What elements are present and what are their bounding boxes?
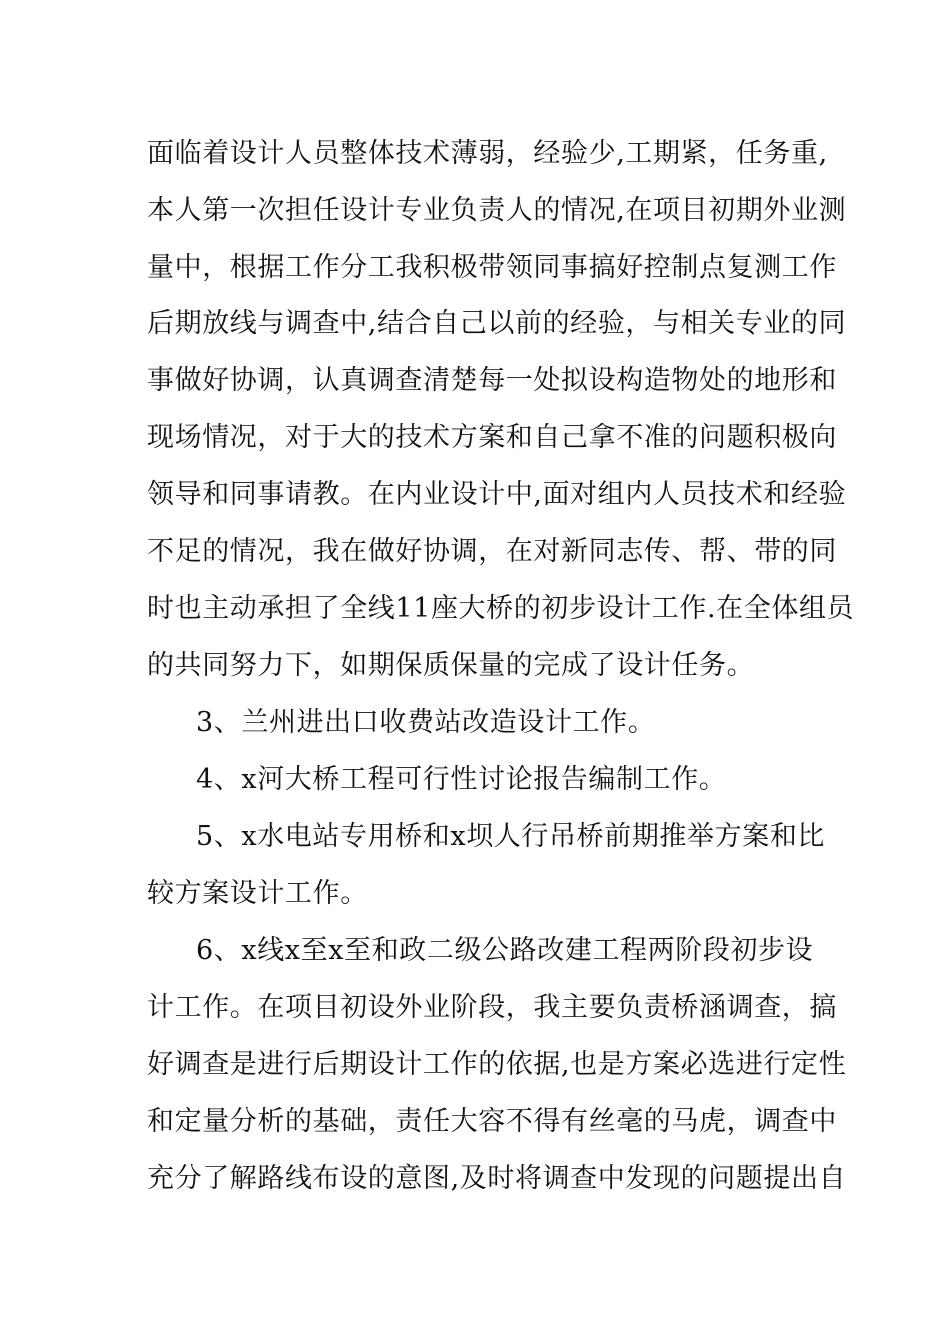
text-line: 本人第一次担任设计专业负责人的情况,在项目初期外业测 bbox=[147, 195, 847, 226]
text-line: 的共同努力下，如期保质保量的完成了设计任务。 bbox=[147, 650, 755, 681]
text-line: 较方案设计工作。 bbox=[147, 878, 368, 909]
text-line: 好调查是进行后期设计工作的依据,也是方案必选进行定性 bbox=[147, 1049, 847, 1080]
text-line: 量中，根据工作分工我积极带领同事搞好控制点复测工作 bbox=[147, 252, 837, 283]
text-line: 时也主动承担了全线11座大桥的初步设计工作.在全体组员 bbox=[147, 593, 855, 624]
text-line: 领导和同事请教。在内业设计中,面对组内人员技术和经验 bbox=[147, 479, 847, 510]
text-line: 现场情况，对于大的技术方案和自己拿不准的问题积极向 bbox=[147, 422, 837, 453]
text-line: 不足的情况，我在做好协调，在对新同志传、帮、带的同 bbox=[147, 536, 837, 567]
text-line: 后期放线与调查中,结合自己以前的经验，与相关专业的同 bbox=[147, 308, 847, 339]
text-line: 和定量分析的基础，责任大容不得有丝毫的马虎，调查中 bbox=[147, 1106, 837, 1137]
list-item-3: 3、兰州进出口收费站改造设计工作。 bbox=[196, 707, 656, 738]
text-line: 事做好协调，认真调查清楚每一处拟设构造物处的地形和 bbox=[147, 365, 837, 396]
text-line: 计工作。在项目初设外业阶段，我主要负责桥涵调查，搞 bbox=[147, 992, 837, 1023]
list-item-6: 6、x线x至x至和政二级公路改建工程两阶段初步设 bbox=[196, 935, 814, 966]
text-line: 充分了解路线布设的意图,及时将调查中发现的问题提出自 bbox=[147, 1163, 847, 1194]
list-item-4: 4、x河大桥工程可行性讨论报告编制工作。 bbox=[196, 764, 727, 795]
list-item-5: 5、x水电站专用桥和x坝人行吊桥前期推举方案和比 bbox=[196, 821, 826, 852]
text-line: 面临着设计人员整体技术薄弱，经验少,工期紧，任务重, bbox=[147, 138, 828, 169]
